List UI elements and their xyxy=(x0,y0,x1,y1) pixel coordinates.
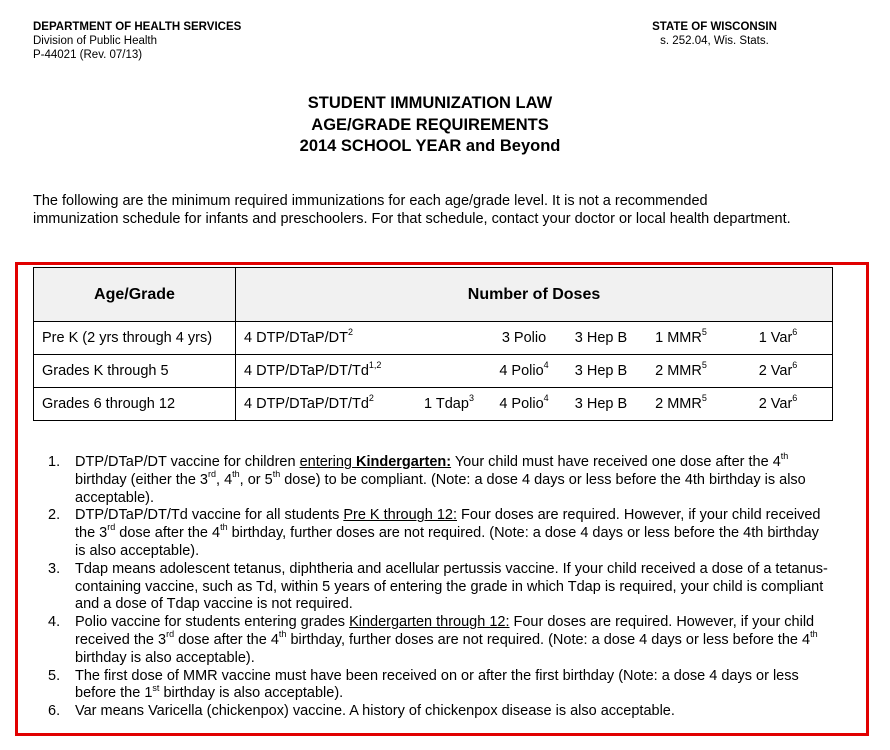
mmr-cell: 1 MMR$^5$ xyxy=(638,322,724,355)
tdap-cell xyxy=(414,355,484,388)
intro-paragraph: The following are the minimum required immunizations for each age/grade level. It is not a recommended immunization schedule for infants and preschoolers. For that schedule, contact your doctor or local health department. xyxy=(33,193,791,227)
department-name: DEPARTMENT OF HEALTH SERVICES xyxy=(33,21,242,33)
dtp-cell: 4 DTP/$DTaP/DT^2$ xyxy=(236,322,415,355)
var-cell: 1 Var$^6$ xyxy=(724,322,833,355)
mmr-cell: 2 MMR$^5$ xyxy=(638,388,724,421)
title-line-2: AGE/GRADE REQUIREMENTS xyxy=(311,115,549,134)
age-grade-cell: Pre K (2 yrs through 4 yrs) xyxy=(34,322,236,355)
state-name: STATE OF WISCONSIN xyxy=(652,21,777,33)
footnote-number: 1. xyxy=(48,454,61,470)
footnote-number: 2. xyxy=(48,507,61,524)
footnote-6: 6. Var means Varicella (chickenpox) vaccine. A history of chickenpox disease is also acceptable. xyxy=(48,703,675,720)
var-cell: 2 Var$^6$ xyxy=(724,388,833,421)
state-header xyxy=(622,20,807,48)
title-line-1: STUDENT IMMUNIZATION LAW xyxy=(307,94,553,112)
dtp-cell: 4 DTP/DTaP/DT/Td$^2$ xyxy=(236,388,415,421)
statute-reference: s. 252.04, Wis. Stats. xyxy=(660,35,769,47)
age-grade-cell: Grades K through 5 xyxy=(34,355,236,388)
tdap-cell: 1 Tdap$^3$ xyxy=(414,388,484,421)
table-row xyxy=(34,322,833,355)
footnote-number: 3. xyxy=(48,560,61,577)
tdap-cell xyxy=(414,322,484,355)
polio-cell: 3 Polio xyxy=(484,322,564,355)
var-cell: 2 Var$^6$ xyxy=(724,355,833,388)
title-line-3: 2014 SCHOOL YEAR and Beyond xyxy=(299,137,561,155)
table-row xyxy=(34,388,833,421)
header-number-of-doses: Number of Doses xyxy=(236,268,833,322)
form-number: P-44021 (Rev. 07/13) xyxy=(33,49,143,61)
footnote-number: 4. xyxy=(48,614,61,631)
footnote-3: 3. Tdap means adolescent tetanus, diphtheria and acellular pertussis vaccine. If your child received a dose of a tetanus-containing vaccine, such as Td, within 5 years of entering the grade in which Tdap is required, your child is compliant and a dose of Tdap vaccine is not required. xyxy=(48,560,828,613)
footnote-2: 2. DTP/DTaP/DT/Td vaccine for all students Pre K through 12: Four doses are required. However, if your child received the 3rd dose after the 4th birthday, further doses are not required. (Note: a dose 4 days or less before the 4th birthday is also acceptable). xyxy=(48,507,821,559)
footnote-5: 5. The first dose of MMR vaccine must have been received on or after the first birthday (Note: a dose 4 days or less before the 1st birthday is also acceptable). xyxy=(48,667,799,702)
table-row xyxy=(34,355,833,388)
dtp-cell: 4 DTP/DTaP/DT/Td$^{1,2}$ xyxy=(236,355,415,388)
mmr-cell: 2 MMR$^5$ xyxy=(638,355,724,388)
header-age-grade: Age/Grade xyxy=(34,268,236,322)
footnote-1: 1. DTP/DTaP/DT vaccine for children entering Kindergarten: Your child must have received one dose after the 4th birthday (either the 3rd, 4th, or 5th dose) to be compliant. (Note: a dose 4 days or less before the 4th birthday is also acceptable). xyxy=(48,451,806,506)
polio-cell: 4 Polio$^4$ xyxy=(484,388,564,421)
footnotes-list xyxy=(48,451,833,721)
footnote-number: 6. xyxy=(48,703,61,720)
document-title xyxy=(0,93,860,158)
footnote-number: 5. xyxy=(48,667,61,684)
agency-header xyxy=(33,20,241,62)
hepb-cell: 3 Hep B xyxy=(564,355,638,388)
age-grade-cell: Grades 6 through 12 xyxy=(34,388,236,421)
immunization-table xyxy=(33,267,833,421)
polio-cell: 4 Polio$^4$ xyxy=(484,355,564,388)
hepb-cell: 3 Hep B xyxy=(564,388,638,421)
hepb-cell: 3 Hep B xyxy=(564,322,638,355)
table-header-row xyxy=(34,268,833,322)
division-name: Division of Public Health xyxy=(33,35,158,47)
footnote-4: 4. Polio vaccine for students entering grades Kindergarten through 12: Four doses are required. However, if your child received the 3rd dose after the 4th birthday, further doses are not required. (Note: a dose 4 days or less before the 4th birthday is also acceptable). xyxy=(48,614,818,666)
